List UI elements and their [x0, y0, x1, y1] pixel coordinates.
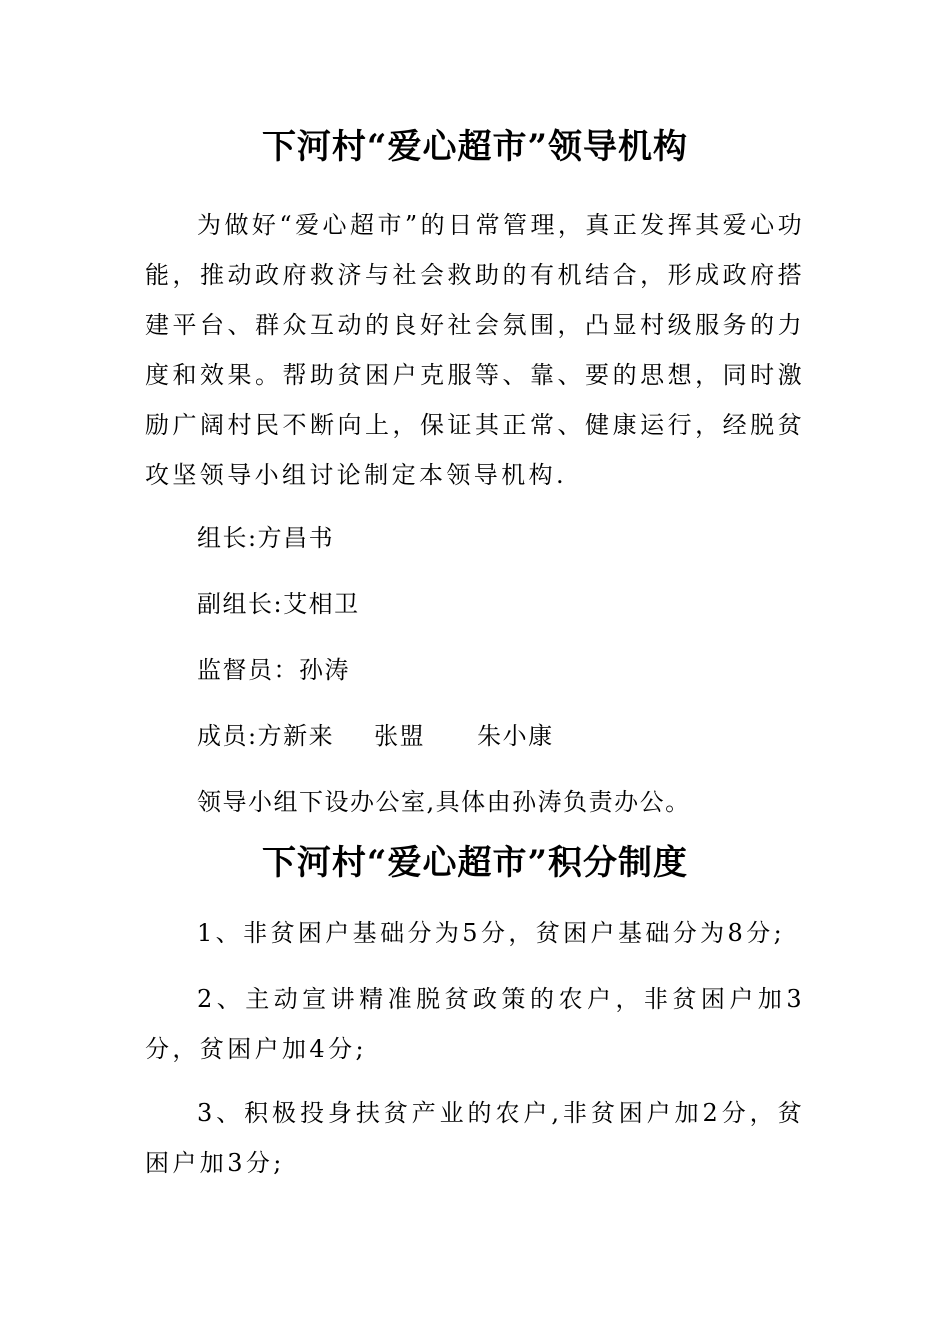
intro-paragraph: 为做好“爱心超市”的日常管理，真正发挥其爱心功能，推动政府救济与社会救助的有机结合，形成政府搭建平台、群众互动的良好社会氛围，凸显村级服务的力度和效果。帮助贫困户克服等、靠、要的思想，同时激励广阔村民不断向上，保证其正常、健康运行，经脱贫攻坚领导小组讨论制定本领导机构.: [145, 211, 805, 489]
leader-line: 组长:方昌书: [197, 524, 335, 552]
deputy-leader-line: 副组长:艾相卫: [197, 590, 360, 618]
supervisor-line: 监督员：孙涛: [197, 656, 350, 684]
rule-item: 2、主动宣讲精准脱贫政策的农户，非贫困户加3分，贫困户加4分;: [145, 985, 805, 1063]
office-note: 领导小组下设办公室,具体由孙涛负责办公。: [197, 788, 691, 816]
member-name: 张盟: [374, 722, 426, 750]
rule-item: 1、非贫困户基础分为5分，贫困户基础分为8分;: [197, 919, 786, 947]
section2-title: 下河村“爱心超市”积分制度: [261, 843, 689, 883]
members-line: [197, 719, 554, 753]
member-name: 朱小康: [477, 722, 554, 750]
section1-title: 下河村“爱心超市”领导机构: [261, 127, 689, 167]
rule-item: 3、积极投身扶贫产业的农户,非贫困户加2分，贫困户加3分;: [145, 1099, 805, 1177]
members-label: 成员:: [197, 722, 258, 750]
member-name: 方新来: [257, 722, 335, 750]
